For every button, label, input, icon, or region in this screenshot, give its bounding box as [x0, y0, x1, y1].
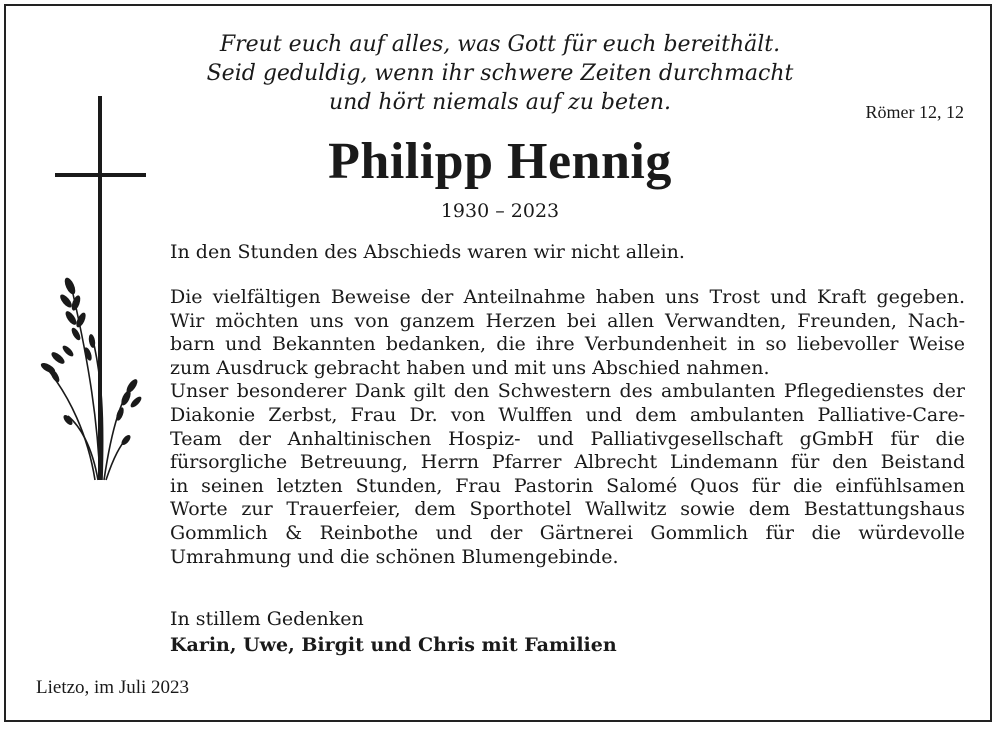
- place-date: Lietzo, im Juli 2023: [36, 677, 190, 698]
- body-line: Gommlich & Reinbothe und der Gärtnerei Gommlich für die würdevolle: [170, 521, 965, 544]
- bible-verse: [0, 30, 1000, 117]
- verse-line: Freut euch auf alles, was Gott für euch bereithält.: [219, 32, 781, 57]
- body-line: barn und Bekannten bedanken, die ihre Verbundenheit in so liebevoller Weise: [170, 333, 965, 356]
- body-line: Die vielfältigen Beweise der Anteilnahme haben uns Trost und Kraft gegeben.: [170, 286, 965, 308]
- deceased-name: Philipp Hennig: [328, 133, 672, 190]
- closing-phrase: In stillem Gedenken: [170, 608, 364, 630]
- verse-line: und hört niemals auf zu beten.: [329, 90, 671, 115]
- life-years: 1930 – 2023: [440, 200, 560, 222]
- body-line: fürsorgliche Betreuung, Herrn Pfarrer Albrecht Lindemann für den Beistand: [170, 451, 965, 474]
- intro-line: In den Stunden des Abschieds waren wir nicht allein.: [170, 241, 685, 263]
- body-line: zum Ausdruck gebracht haben und mit uns Abschied nahmen.: [170, 356, 770, 379]
- body-line: in seinen letzten Stunden, Frau Pastorin Salomé Quos für die einfühlsamen: [170, 474, 965, 497]
- family-signature: Karin, Uwe, Birgit und Chris mit Familien: [170, 634, 617, 656]
- body-line: Umrahmung und die schönen Blumengebinde.: [170, 545, 619, 568]
- body-line: Wir möchten uns von ganzem Herzen bei allen Verwandten, Freunden, Nach-: [170, 309, 965, 332]
- verse-reference: Römer 12, 12: [865, 102, 964, 122]
- body-line: Team der Anhaltinischen Hospiz- und Palliativgesellschaft gGmbH für die: [170, 427, 965, 450]
- thanks-body: [170, 286, 965, 569]
- body-line: Worte zur Trauerfeier, dem Sporthotel Wallwitz sowie dem Bestattungshaus: [170, 498, 965, 521]
- body-line: Diakonie Zerbst, Frau Dr. von Wulffen und dem ambulanten Palliative-Care-: [170, 403, 965, 426]
- body-line: Unser besonderer Dank gilt den Schwestern des ambulanten Pflegedienstes der: [170, 380, 965, 403]
- verse-line: Seid geduldig, wenn ihr schwere Zeiten durchmacht: [206, 61, 794, 86]
